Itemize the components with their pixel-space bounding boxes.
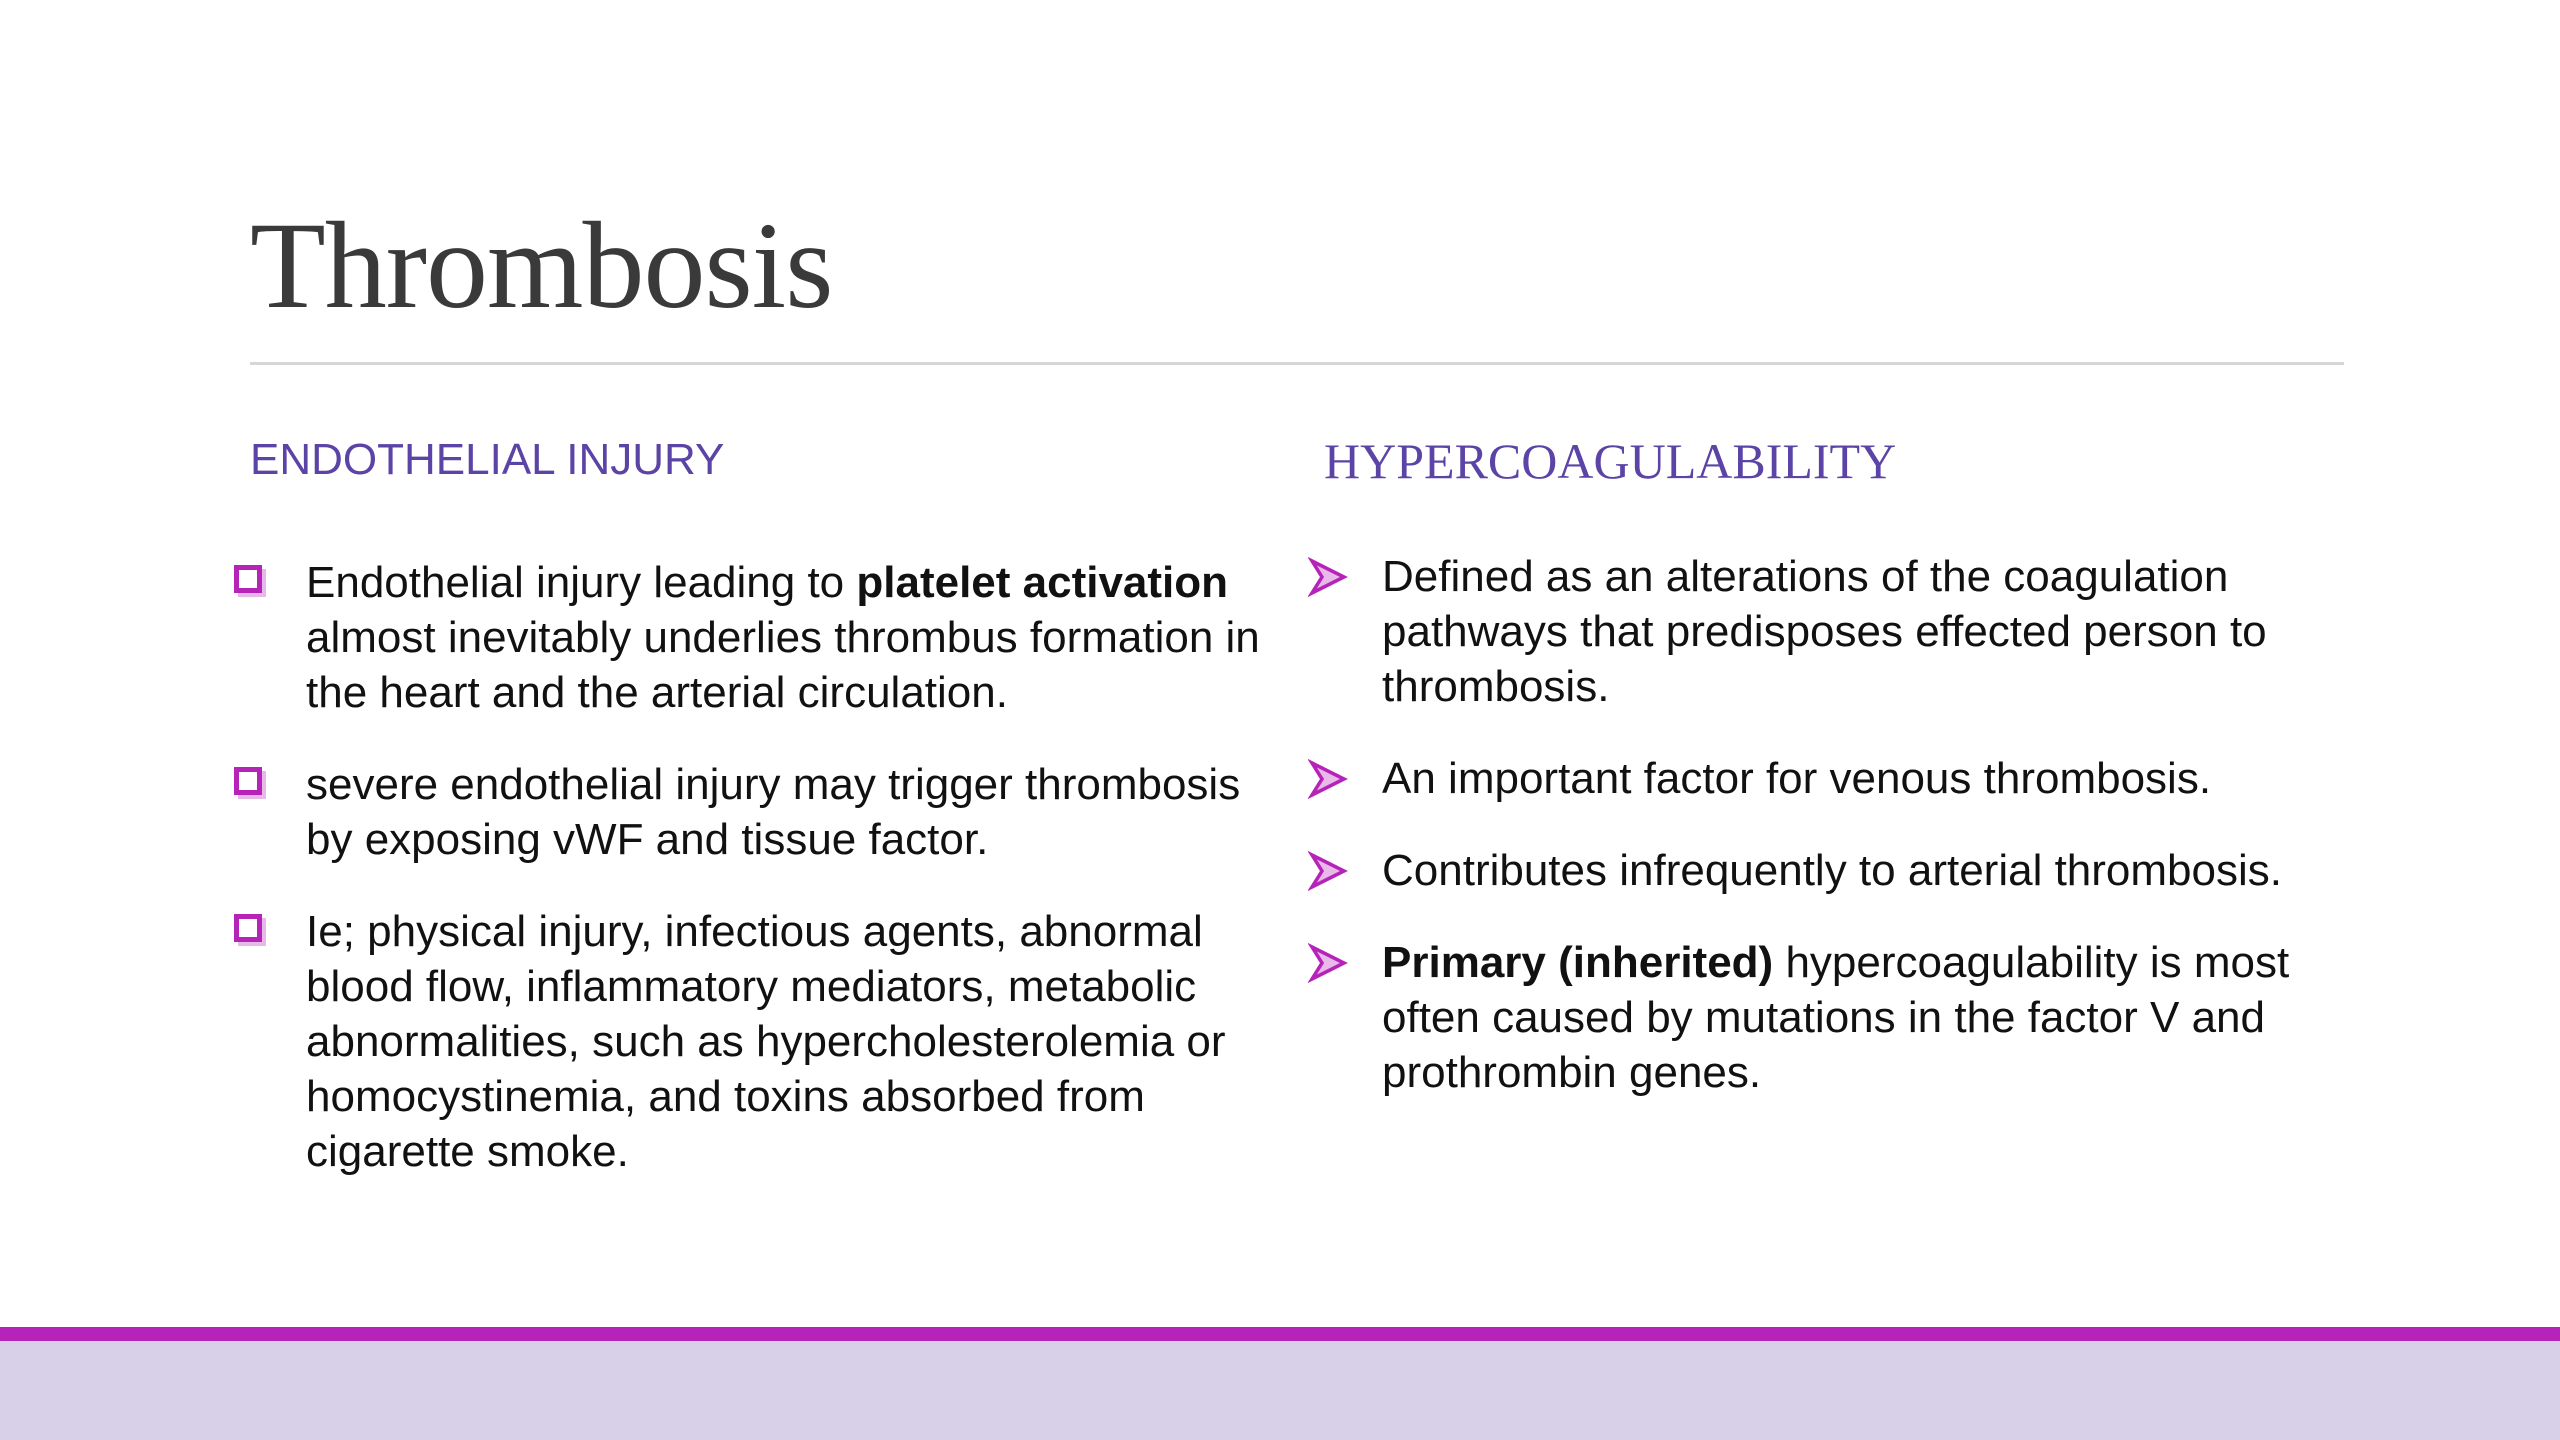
text-segment: hypercoagulability is most often caused by mutations in the factor V and prothrombin genes. (1382, 938, 2290, 1097)
bullet-text (1382, 552, 2267, 711)
bullet-item (232, 904, 1292, 1179)
bullet-item (1308, 549, 2378, 714)
footer-band (0, 1327, 2560, 1440)
bullet-text (306, 558, 1260, 717)
title-divider (250, 362, 2344, 365)
square-bullet-icon (232, 912, 262, 942)
text-segment: Endothelial injury leading to (306, 558, 857, 607)
bullet-text (306, 760, 1240, 864)
left-column-heading: ENDOTHELIAL INJURY (250, 435, 725, 484)
text-segment: Ie; physical injury, infectious agents, abnormal blood flow, inflammatory mediators, metabolic abnormalities, such as hypercholesterolemia or homocystinemia, and toxins absorbed from cigarette smoke. (306, 907, 1226, 1176)
bullet-text (306, 907, 1226, 1176)
bold-text-segment: Primary (inherited) (1382, 938, 1774, 987)
bullet-item (1308, 843, 2378, 898)
slide-title: Thrombosis (250, 197, 833, 334)
bullet-item (232, 757, 1292, 867)
right-bullet-list (1308, 549, 2378, 1137)
arrow-bullet-icon (1308, 759, 1348, 799)
bullet-text (1382, 938, 2289, 1097)
text-segment: severe endothelial injury may trigger thrombosis by exposing vWF and tissue factor. (306, 760, 1241, 864)
text-segment: Contributes infrequently to arterial thrombosis. (1382, 846, 2282, 895)
arrow-bullet-icon (1308, 851, 1348, 891)
right-column-heading: HYPERCOAGULABILITY (1324, 433, 1897, 489)
square-bullet-icon (232, 563, 262, 593)
text-segment: An important factor for venous thrombosis. (1382, 754, 2212, 803)
arrow-bullet-icon (1308, 943, 1348, 983)
text-segment: Defined as an alterations of the coagulation pathways that predisposes effected person to thrombosis. (1382, 552, 2267, 711)
text-segment: almost inevitably underlies thrombus formation in the heart and the arterial circulation. (306, 613, 1260, 717)
left-bullet-list (232, 555, 1292, 1216)
square-bullet-icon (232, 765, 262, 795)
arrow-bullet-icon (1308, 557, 1348, 597)
footer-accent-line (0, 1327, 2560, 1341)
bullet-text (1382, 846, 2282, 895)
bullet-item (232, 555, 1292, 720)
bullet-text (1382, 754, 2211, 803)
bold-text-segment: platelet activation (856, 558, 1229, 607)
bullet-item (1308, 935, 2378, 1100)
bullet-item (1308, 751, 2378, 806)
